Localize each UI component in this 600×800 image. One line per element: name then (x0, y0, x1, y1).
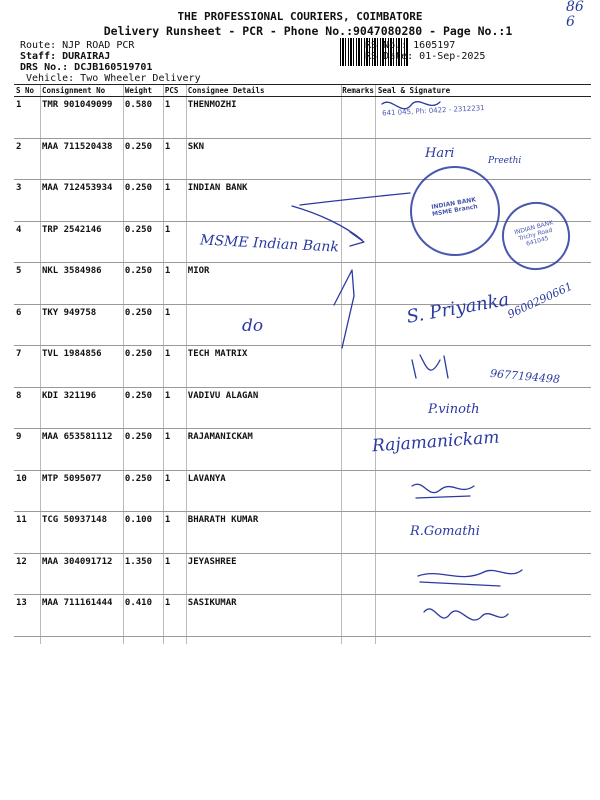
cell-consignment: MAA 304091712 (40, 553, 123, 595)
cell-weight: 0.250 (123, 180, 163, 222)
cell-pcs: 1 (163, 470, 186, 512)
cell-pcs: 1 (163, 553, 186, 595)
cell-consignment: TRP 2542146 (40, 221, 123, 263)
cell-consignee: SKN (186, 138, 341, 180)
cell-pcs: 1 (163, 138, 186, 180)
cell-consignment: KDI 321196 (40, 387, 123, 429)
col-header-weight: Weight (123, 85, 163, 97)
cell-consignment: TMR 901049099 (40, 97, 123, 139)
cell-pcs: 1 (163, 97, 186, 139)
cell-pcs: 1 (163, 304, 186, 346)
cell-sno: 4 (14, 221, 40, 263)
cell-pcs: 1 (163, 387, 186, 429)
signature-row6: S. Priyanka (404, 289, 511, 328)
courier-stamp-text: 641 045, Ph: 0422 - 2312231 (381, 104, 485, 118)
cell-consignee: THENMOZHI (186, 97, 341, 139)
cell-consignment: NKL 3584986 (40, 263, 123, 305)
rs-number: RS No.: 1605197 (365, 40, 456, 51)
cell-consignee: JEYASHREE (186, 553, 341, 595)
cell-consignee: SASIKUMAR (186, 595, 341, 637)
signature-scribble-row7 (412, 355, 448, 378)
company-title: THE PROFESSIONAL COURIERS, COIMBATORE (177, 10, 423, 23)
cell-sno: 10 (14, 470, 40, 512)
col-header-remarks: Remarks (342, 86, 374, 95)
rs-date: RS Date: 01-Sep-2025 (365, 51, 486, 62)
cell-weight: 0.250 (123, 387, 163, 429)
cell-consignment: MTP 5095077 (40, 470, 123, 512)
signature-scribble-row1 (382, 102, 440, 109)
col-header-consignment: Consignment No (40, 85, 123, 97)
cell-pcs: 1 (163, 180, 186, 222)
bracket-stroke-row5 (334, 270, 354, 348)
arrow-stroke-row3 (300, 193, 410, 205)
cell-sno: 2 (14, 138, 40, 180)
cell-pcs: 1 (163, 346, 186, 388)
cell-consignee: TECH MATRIX (186, 346, 341, 388)
cell-sno: 1 (14, 97, 40, 139)
drs-label: DRS No.: DCJB160519701 (20, 62, 153, 73)
cell-sno: 11 (14, 512, 40, 554)
arrow-stroke-row4 (292, 206, 364, 246)
cell-consignment: MAA 711520438 (40, 138, 123, 180)
cell-consignee: LAVANYA (186, 470, 341, 512)
col-header-consignee: Consignee Details (186, 85, 341, 97)
signature-row2-a: Hari (425, 146, 455, 161)
cell-weight: 0.250 (123, 138, 163, 180)
cell-consignee: BHARATH KUMAR (186, 512, 341, 554)
cell-weight: 0.250 (123, 221, 163, 263)
phone-row7: 9677194498 (489, 366, 561, 387)
cell-pcs: 1 (163, 429, 186, 471)
cell-weight: 0.580 (123, 97, 163, 139)
handwritten-note-row4: MSME Indian Bank (199, 232, 340, 256)
vehicle-label: Vehicle: Two Wheeler Delivery (26, 73, 201, 84)
cell-pcs: 1 (163, 221, 186, 263)
cell-weight: 0.250 (123, 304, 163, 346)
route-label: Route: NJP ROAD PCR (20, 40, 135, 51)
cell-weight: 1.350 (123, 553, 163, 595)
cell-pcs: 1 (163, 595, 186, 637)
cell-consignee: RAJAMANICKAM (186, 429, 341, 471)
handwritten-note-row6: do (242, 316, 264, 336)
cell-consignment: MAA 711161444 (40, 595, 123, 637)
cell-weight: 0.250 (123, 346, 163, 388)
col-header-signature: Seal & Signature (376, 85, 591, 97)
signature-row11: R.Gomathi (410, 524, 480, 539)
cell-consignment: TVL 1984856 (40, 346, 123, 388)
col-header-pcs: PCS (163, 85, 186, 97)
cell-sno: 8 (14, 387, 40, 429)
cell-weight: 0.100 (123, 512, 163, 554)
signature-scribble-row10 (412, 484, 474, 498)
signature-row2-b: Preethi (488, 156, 522, 166)
staff-label: Staff: DURAIRAJ (20, 51, 111, 62)
cell-consignment: MAA 653581112 (40, 429, 123, 471)
cell-consignment: TKY 949758 (40, 304, 123, 346)
runsheet-subtitle: Delivery Runsheet - PCR - Phone No.:9047080280 - Page No.:1 (103, 24, 513, 38)
cell-weight: 0.410 (123, 595, 163, 637)
cell-consignee: INDIAN BANK (186, 180, 341, 222)
cell-consignee: VADIVU ALAGAN (186, 387, 341, 429)
cell-consignee: MIOR (186, 263, 341, 305)
cell-sno: 6 (14, 304, 40, 346)
signature-scribble-row13 (424, 609, 508, 620)
indian-bank-stamp-text: INDIAN BANK MSME Branch (430, 196, 479, 218)
col-header-sno: S No (14, 85, 40, 97)
cell-pcs: 1 (163, 512, 186, 554)
cell-weight: 0.250 (123, 429, 163, 471)
cell-sno: 12 (14, 553, 40, 595)
cell-pcs: 1 (163, 263, 186, 305)
cell-sno: 9 (14, 429, 40, 471)
cell-sno: 5 (14, 263, 40, 305)
signature-row8: P.vinoth (428, 402, 480, 417)
cell-sno: 7 (14, 346, 40, 388)
cell-sno: 3 (14, 180, 40, 222)
cell-consignment: TCG 50937148 (40, 512, 123, 554)
indian-bank-trichy-stamp-text: INDIAN BANK Trichy Road 641045 (513, 219, 554, 248)
cell-sno: 13 (14, 595, 40, 637)
signature-scribble-row12 (418, 570, 522, 586)
phone-row6: 9600290661 (505, 279, 575, 322)
signature-row9: Rajamanickam (371, 427, 500, 457)
page-count-note: 86 6 (566, 0, 584, 30)
cell-weight: 0.250 (123, 263, 163, 305)
cell-weight: 0.250 (123, 470, 163, 512)
cell-consignment: MAA 712453934 (40, 180, 123, 222)
